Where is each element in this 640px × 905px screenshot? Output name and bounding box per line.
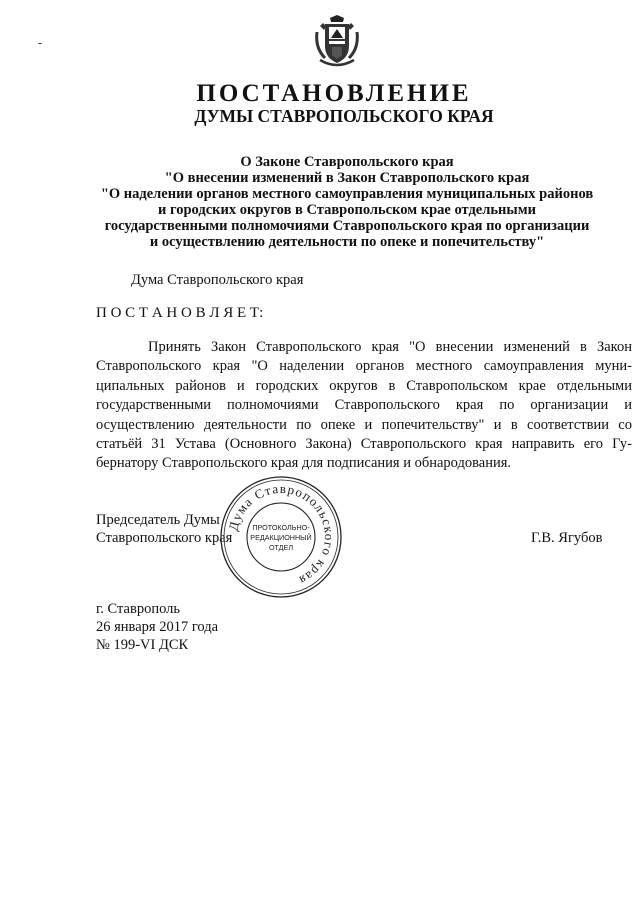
issuing-organization: ДУМЫ СТАВРОПОЛЬСКОГО КРАЯ xyxy=(194,106,494,126)
coat-of-arms-icon xyxy=(314,14,360,68)
body-line: статьёй 31 Устава (Основного Закона) Ставропольского края направить его Гу- xyxy=(96,436,632,453)
issue-date: 26 января 2017 года xyxy=(96,619,219,635)
document-title: ПОСТАНОВЛЕНИЕ xyxy=(196,80,472,107)
subject-line: и городских округов в Ставропольском крае отдельными xyxy=(158,202,536,218)
resolves-heading: П О С Т А Н О В Л Я Е Т: xyxy=(96,305,264,321)
subject-line: "О наделении органов местного самоуправления муниципальных районов xyxy=(100,186,594,202)
official-stamp xyxy=(218,474,344,600)
signatory-position xyxy=(96,511,232,547)
intro-text: Дума Ставропольского края xyxy=(131,272,304,288)
subject-line: "О внесении изменений в Закон Ставропольского края xyxy=(164,170,530,186)
subject-line: О Законе Ставропольского края xyxy=(240,154,454,170)
document-footer xyxy=(96,600,218,654)
body-line: государственными полномочиями Ставропольского края по организации и xyxy=(96,397,632,414)
body-line: бернатору Ставропольского края для подписания и обнародования. xyxy=(96,455,512,472)
subject-line: и осуществлению деятельности по опеке и попечительству" xyxy=(149,234,545,250)
document-subject xyxy=(62,154,632,250)
resolution-body xyxy=(96,338,632,474)
stamp-center-line: ОТДЕЛ xyxy=(268,543,294,552)
body-line: ципальных районов и городских округов в Ставропольском крае отдельными xyxy=(96,377,632,394)
stamp-center-line: ПРОТОКОЛЬНО- xyxy=(252,523,310,532)
scan-mark xyxy=(38,43,42,44)
document-number: № 199-VI ДСК xyxy=(96,637,189,653)
signatory-name: Г.В. Ягубов xyxy=(531,530,603,546)
body-line: осуществлению деятельности по опеке и попечительству" и в соответствии со xyxy=(96,416,632,433)
body-line: Ставропольского края "О наделении органов местного самоуправления муни- xyxy=(96,358,632,375)
issue-city: г. Ставрополь xyxy=(96,601,181,617)
signatory-position-line: Председатель Думы xyxy=(96,512,220,528)
body-line: Принять Закон Ставропольского края "О внесении изменений в Закон xyxy=(148,339,632,355)
signatory-position-line: Ставропольского края xyxy=(96,530,233,546)
subject-line: государственными полномочиями Ставропольского края по организации xyxy=(104,218,590,234)
stamp-ring-text-path: Дума Ставропольского края xyxy=(225,480,338,589)
stamp-center-line: РЕДАКЦИОННЫЙ xyxy=(250,533,312,542)
